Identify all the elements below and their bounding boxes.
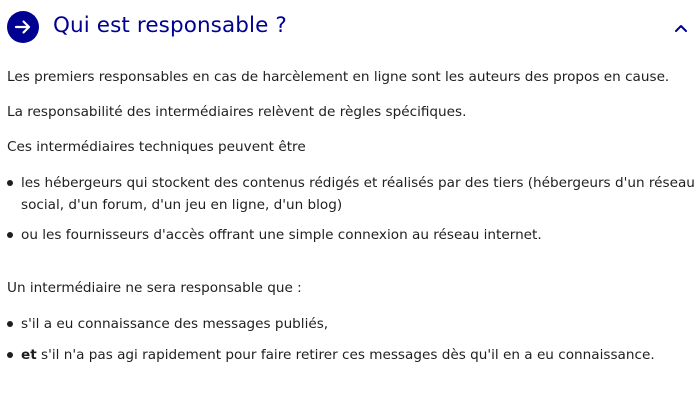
bullet-icon: [7, 352, 13, 358]
accordion-toggle[interactable]: [0, 0, 700, 52]
paragraph-technical: Ces intermédiaires techniques peuvent être: [7, 139, 306, 155]
list-item-text: ou les fournisseurs d'accès offrant une simple connexion au réseau internet.: [21, 227, 542, 243]
list-item-text: et s'il n'a pas agi rapidement pour faire retirer ces messages dès qu'il en a eu connaissance.: [21, 347, 655, 363]
emphasis-et: et: [21, 347, 37, 363]
chevron-up-icon[interactable]: [674, 18, 688, 28]
bullet-icon: [7, 321, 13, 327]
paragraph-intermediaries: La responsabilité des intermédiaires relèvent de règles spécifiques.: [7, 104, 467, 120]
bullet-icon: [7, 180, 13, 186]
list-item-text: les hébergeurs qui stockent des contenus rédigés et réalisés par des tiers (hébergeurs d'un réseau social, d'un forum, d'un jeu en ligne, d'un blog): [21, 175, 695, 213]
paragraph-condition: Un intermédiaire ne sera responsable que :: [7, 280, 302, 296]
arrow-right-icon: [7, 11, 39, 43]
accordion-title: Qui est responsable ?: [53, 13, 287, 38]
paragraph-authors: Les premiers responsables en cas de harcèlement en ligne sont les auteurs des propos en cause.: [7, 69, 670, 85]
bullet-icon: [7, 232, 13, 238]
list-item-text: s'il a eu connaissance des messages publiés,: [21, 316, 329, 332]
